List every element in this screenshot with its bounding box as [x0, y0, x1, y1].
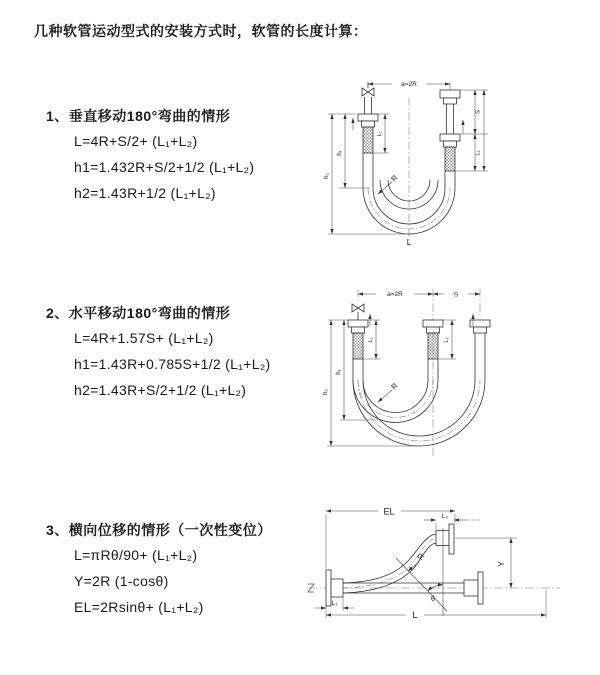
dim-label-r: R — [415, 551, 427, 562]
dim-label-l: L — [412, 610, 418, 620]
section2-heading: 2、水平移动180°弯曲的情形 — [46, 305, 231, 321]
dim-label-s: S — [453, 291, 459, 299]
section3-heading: 3、横向位移的情形（一次性变位） — [46, 522, 272, 538]
dim-label-l1: L₁ — [368, 337, 374, 343]
horizontal-180-bend-diagram — [318, 280, 503, 460]
section3-formula-Y: Y=2R (1-cosθ) — [74, 573, 169, 589]
dim-label-l2: L₂ — [444, 337, 450, 343]
section3-formula-EL: EL=2Rsinθ+ (L₁+L₂) — [74, 599, 204, 615]
dim-label-h2: h₂ — [323, 389, 329, 395]
section2-formula-h1: h1=1.43R+0.785S+1/2 (L₁+L₂) — [74, 356, 271, 372]
hose-outline — [348, 304, 490, 446]
dim-label-el: EL — [383, 506, 395, 517]
dim-label-l2: L₂ — [441, 513, 449, 520]
dim-label-l1: L₁ — [331, 600, 338, 607]
dim-label-s: S — [475, 109, 482, 115]
dim-label-a2r: a=2R — [401, 81, 417, 88]
section1-formula-h2: h2=1.43R+1/2 (L₁+L₂) — [74, 185, 216, 201]
page-title: 几种软管运动型式的安装方式时，软管的长度计算： — [34, 23, 368, 39]
dim-label-l2: L₂ — [475, 150, 482, 156]
vertical-180-bend-diagram — [318, 70, 503, 250]
dim-label-a2r: a=2R — [387, 291, 403, 298]
dim-label-l1: L₁ — [377, 131, 383, 137]
valve-icon — [362, 88, 374, 96]
section1-formula-h1: h1=1.432R+S/2+1/2 (L₁+L₂) — [74, 159, 255, 175]
section2-formula-h2: h2=1.43R+S/2+1/2 (L₁+L₂) — [74, 382, 247, 398]
extension-lines — [326, 514, 546, 618]
dimension-lines — [332, 84, 484, 234]
section1-formula-L: L=4R+S/2+ (L₁+L₂) — [74, 133, 198, 149]
dim-label-r: R — [389, 173, 400, 184]
dim-label-y: Y — [497, 561, 506, 567]
dim-label-h2: h₂ — [324, 173, 330, 179]
dim-label-h1: h₁ — [337, 150, 343, 156]
dim-label-theta: θ — [431, 596, 435, 603]
section2-formula-L: L=4R+1.57S+ (L₁+L₂) — [74, 330, 214, 346]
section3-formula-L: L=πRθ/90+ (L₁+L₂) — [74, 547, 198, 563]
hose-outline — [326, 524, 483, 606]
extension-lines — [328, 82, 488, 234]
valve-icon — [352, 304, 364, 312]
lateral-displacement-diagram — [298, 498, 598, 658]
section1-heading: 1、垂直移动180°弯曲的情形 — [46, 108, 231, 124]
dim-label-l: L — [406, 238, 412, 247]
dim-label-h1: h₁ — [336, 369, 342, 375]
centerline — [358, 289, 480, 456]
dim-label-r: R — [389, 381, 400, 392]
